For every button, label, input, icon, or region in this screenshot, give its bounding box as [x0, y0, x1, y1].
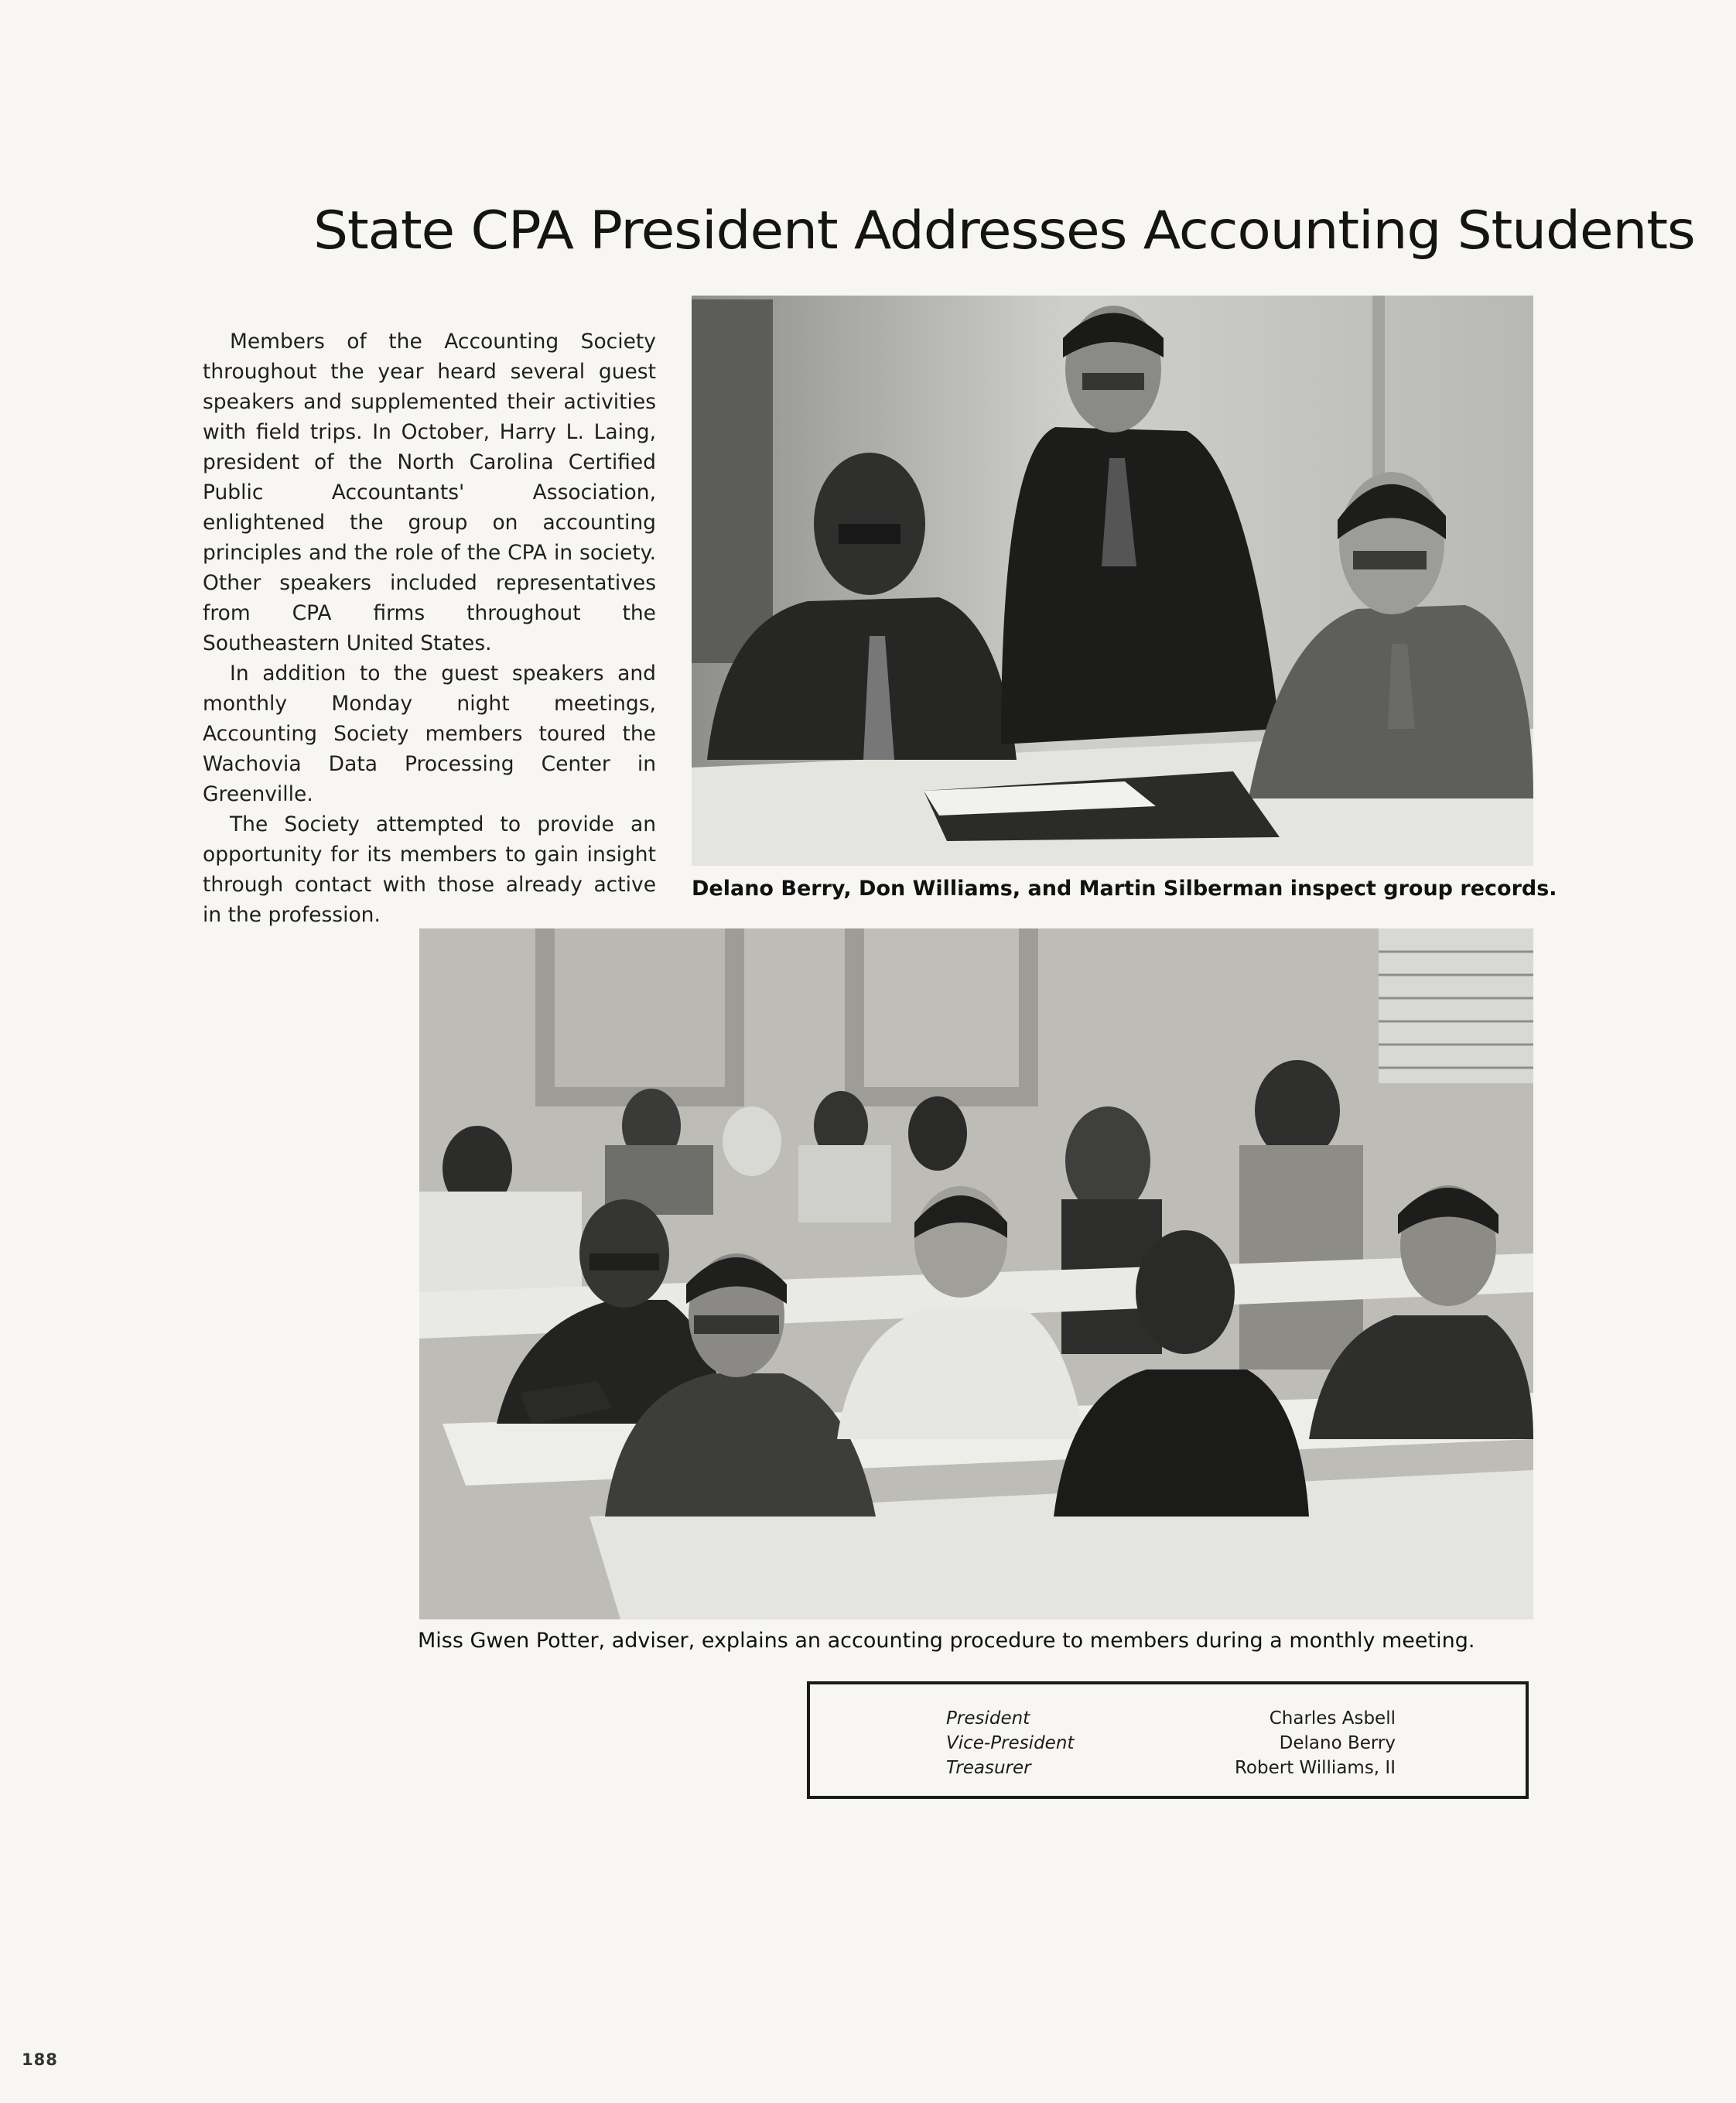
photo-illustration	[692, 296, 1533, 866]
officer-title: President	[946, 1708, 1030, 1729]
article-paragraph: Members of the Accounting Society throughout the year heard several guest speakers and supplemented their activities with field trips. In October, Harry L. Laing, president of the North Carolina Certified Public Accountants' Association, enlightened the group on accounting principles and the role of the CPA in society. Other speakers included representatives from CPA firms throughout the Southeastern United States.	[203, 330, 656, 655]
officer-title: Treasurer	[946, 1758, 1031, 1778]
page-headline: State CPA President Addresses Accounting Students	[313, 200, 1695, 262]
officer-name: Robert Williams, II	[1234, 1758, 1396, 1778]
photo-caption: Miss Gwen Potter, adviser, explains an accounting procedure to members during a monthly meeting.	[418, 1629, 1475, 1653]
article-paragraph: In addition to the guest speakers and monthly Monday night meetings, Accounting Society members toured the Wachovia Data Processing Center in Greenville.	[203, 662, 656, 806]
article-paragraph: The Society attempted to provide an opportunity for its members to gain insight through contact with those already active in the profession.	[203, 812, 656, 927]
photo-students-inspect-records	[692, 296, 1533, 866]
page-number: 188	[22, 2050, 58, 2069]
officer-row	[810, 1706, 1526, 1731]
officer-row	[810, 1756, 1526, 1780]
officer-name: Charles Asbell	[1269, 1708, 1396, 1729]
article-body	[203, 327, 656, 930]
officer-title: Vice-President	[946, 1733, 1075, 1753]
officer-name: Delano Berry	[1279, 1733, 1396, 1753]
photo-caption: Delano Berry, Don Williams, and Martin Silberman inspect group records.	[692, 877, 1557, 901]
photo-illustration	[419, 928, 1533, 1619]
photo-monthly-meeting	[419, 928, 1533, 1619]
officer-row	[810, 1731, 1526, 1756]
officers-box	[807, 1681, 1529, 1799]
